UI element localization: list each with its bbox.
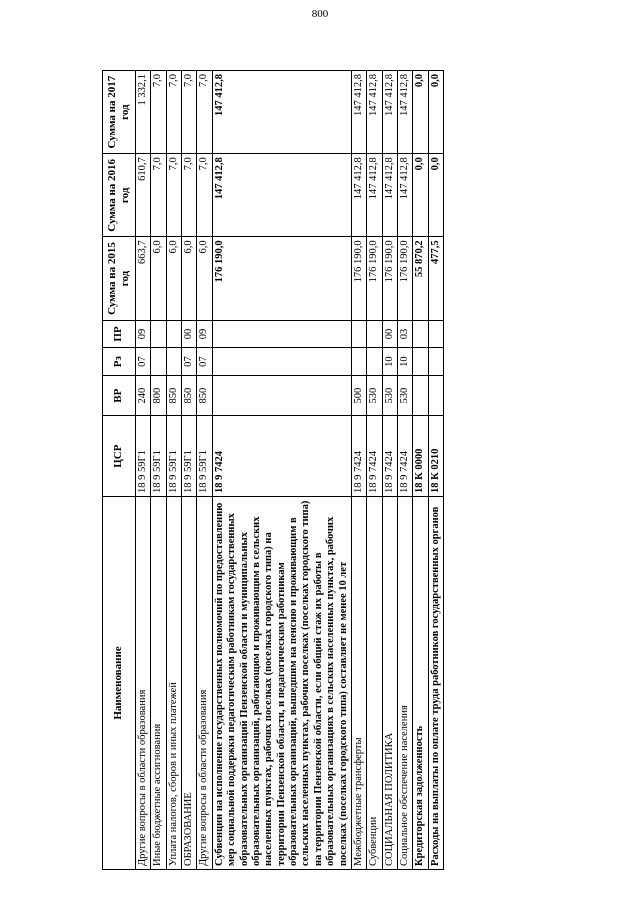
cell-pr: 00 — [382, 320, 397, 348]
cell-name: Субвенции на исполнение государственных полномочий по предоставлению мер социальной поддержки педагогическим работникам государственных образовательных организаций Пензенской области и муниципальных образовательных организаций, работающим и проживающим в сельских населенных пунктах, рабочих поселках (поселках городского типа) на территории Пензенской области, и педагогическим работникам образовательных организаций, вышедшим на пенсию и проживающим в сельских населенных пунктах, рабочих поселках (поселках городского типа) на территории Пензенской области, если общий стаж их работы в образовательных организациях в сельских населенных пунктах, рабочих поселках (поселках городского типа) составляет не менее 10 лет — [212, 496, 351, 869]
cell-sum-2017: 7,0 — [182, 71, 197, 154]
cell-rz — [351, 348, 366, 376]
cell-sum-2016: 7,0 — [197, 154, 212, 237]
cell-vr — [212, 376, 351, 416]
cell-vr: 530 — [382, 376, 397, 416]
cell-sum-2016: 0,0 — [428, 154, 443, 237]
table-row — [135, 71, 150, 870]
cell-sum-2017: 7,0 — [151, 71, 166, 154]
cell-vr: 500 — [351, 376, 366, 416]
cell-csr: 18 9 59Г1 — [197, 416, 212, 497]
cell-rz — [151, 348, 166, 376]
table-row — [166, 71, 181, 870]
cell-vr — [413, 376, 428, 416]
budget-table — [102, 70, 444, 870]
cell-pr — [151, 320, 166, 348]
table-row — [151, 71, 166, 870]
header-rz: Рз — [103, 348, 136, 376]
cell-sum-2017: 0,0 — [428, 71, 443, 154]
cell-vr: 800 — [151, 376, 166, 416]
cell-vr: 240 — [135, 376, 150, 416]
cell-sum-2017: 147 412,8 — [351, 71, 366, 154]
cell-name: Кредиторская задолженность — [413, 496, 428, 869]
cell-rz: 10 — [398, 348, 413, 376]
cell-name: Расходы на выплаты по оплате труда работников государственных органов — [428, 496, 443, 869]
cell-sum-2015: 176 190,0 — [398, 237, 413, 320]
cell-vr: 530 — [367, 376, 382, 416]
cell-vr: 850 — [166, 376, 181, 416]
cell-pr — [166, 320, 181, 348]
table-row — [351, 71, 366, 870]
cell-sum-2015: 176 190,0 — [382, 237, 397, 320]
cell-sum-2017: 147 412,8 — [398, 71, 413, 154]
cell-pr: 03 — [398, 320, 413, 348]
cell-pr — [413, 320, 428, 348]
cell-name: Другие вопросы в области образования — [197, 496, 212, 869]
header-vr: ВР — [103, 376, 136, 416]
cell-sum-2015: 176 190,0 — [351, 237, 366, 320]
cell-rz — [428, 348, 443, 376]
cell-name: Межбюджетные трансферты — [351, 496, 366, 869]
cell-rz — [367, 348, 382, 376]
header-name: Наименование — [103, 496, 136, 869]
cell-csr: 18 9 59Г1 — [166, 416, 181, 497]
table-row — [197, 71, 212, 870]
cell-sum-2016: 147 412,8 — [212, 154, 351, 237]
header-sum-2016: Сумма на 2016 год — [103, 154, 136, 237]
header-csr: ЦСР — [103, 416, 136, 497]
page-number: 800 — [311, 8, 329, 20]
cell-rz — [413, 348, 428, 376]
cell-sum-2017: 7,0 — [197, 71, 212, 154]
table-header-row — [103, 71, 136, 870]
cell-pr — [367, 320, 382, 348]
cell-sum-2017: 147 412,8 — [382, 71, 397, 154]
cell-pr — [212, 320, 351, 348]
cell-sum-2017: 147 412,8 — [212, 71, 351, 154]
cell-sum-2015: 55 870,2 — [413, 237, 428, 320]
cell-name: Другие вопросы в области образования — [135, 496, 150, 869]
cell-rz: 07 — [182, 348, 197, 376]
cell-csr: 18 9 7424 — [212, 416, 351, 497]
cell-sum-2016: 147 412,8 — [367, 154, 382, 237]
cell-rz: 07 — [135, 348, 150, 376]
cell-sum-2016: 7,0 — [151, 154, 166, 237]
cell-name: СОЦИАЛЬНАЯ ПОЛИТИКА — [382, 496, 397, 869]
cell-sum-2015: 477,5 — [428, 237, 443, 320]
cell-sum-2016: 147 412,8 — [398, 154, 413, 237]
cell-sum-2016: 0,0 — [413, 154, 428, 237]
cell-sum-2016: 147 412,8 — [382, 154, 397, 237]
cell-sum-2015: 176 190,0 — [212, 237, 351, 320]
cell-rz: 07 — [197, 348, 212, 376]
header-pr: ПР — [103, 320, 136, 348]
cell-name: Субвенции — [367, 496, 382, 869]
cell-name: Уплата налогов, сборов и иных платежей — [166, 496, 181, 869]
table-row — [398, 71, 413, 870]
cell-csr: 18 9 7424 — [351, 416, 366, 497]
cell-name: Иные бюджетные ассигнования — [151, 496, 166, 869]
cell-name: ОБРАЗОВАНИЕ — [182, 496, 197, 869]
cell-vr: 850 — [197, 376, 212, 416]
cell-vr: 850 — [182, 376, 197, 416]
cell-rz: 10 — [382, 348, 397, 376]
cell-sum-2016: 7,0 — [166, 154, 181, 237]
cell-csr: 18 К 0210 — [428, 416, 443, 497]
cell-pr: 00 — [182, 320, 197, 348]
cell-rz — [166, 348, 181, 376]
header-sum-2015: Сумма на 2015 год — [103, 237, 136, 320]
cell-vr: 530 — [398, 376, 413, 416]
cell-rz — [212, 348, 351, 376]
cell-csr: 18 9 59Г1 — [182, 416, 197, 497]
cell-sum-2015: 176 190,0 — [367, 237, 382, 320]
cell-sum-2015: 6,0 — [197, 237, 212, 320]
cell-pr: 09 — [197, 320, 212, 348]
cell-sum-2017: 7,0 — [166, 71, 181, 154]
table-row — [182, 71, 197, 870]
cell-pr — [351, 320, 366, 348]
cell-name: Социальное обеспечение населения — [398, 496, 413, 869]
cell-sum-2015: 663,7 — [135, 237, 150, 320]
cell-vr — [428, 376, 443, 416]
cell-csr: 18 9 7424 — [398, 416, 413, 497]
table-row — [413, 71, 428, 870]
cell-csr: 18 9 59Г1 — [151, 416, 166, 497]
header-sum-2017: Сумма на 2017 год — [103, 71, 136, 154]
cell-sum-2015: 6,0 — [166, 237, 181, 320]
table-row — [382, 71, 397, 870]
table-row — [367, 71, 382, 870]
table-row — [428, 71, 443, 870]
table-row — [212, 71, 351, 870]
cell-sum-2017: 147 412,8 — [367, 71, 382, 154]
cell-sum-2016: 147 412,8 — [351, 154, 366, 237]
rotated-table-sheet — [102, 70, 532, 870]
cell-pr: 09 — [135, 320, 150, 348]
cell-sum-2016: 7,0 — [182, 154, 197, 237]
cell-pr — [428, 320, 443, 348]
cell-csr: 18 9 59Г1 — [135, 416, 150, 497]
cell-sum-2017: 0,0 — [413, 71, 428, 154]
cell-csr: 18 9 7424 — [382, 416, 397, 497]
cell-csr: 18 9 7424 — [367, 416, 382, 497]
cell-sum-2017: 1 332,1 — [135, 71, 150, 154]
cell-sum-2015: 6,0 — [182, 237, 197, 320]
cell-sum-2015: 6,0 — [151, 237, 166, 320]
cell-csr: 18 К 0000 — [413, 416, 428, 497]
cell-sum-2016: 610,7 — [135, 154, 150, 237]
